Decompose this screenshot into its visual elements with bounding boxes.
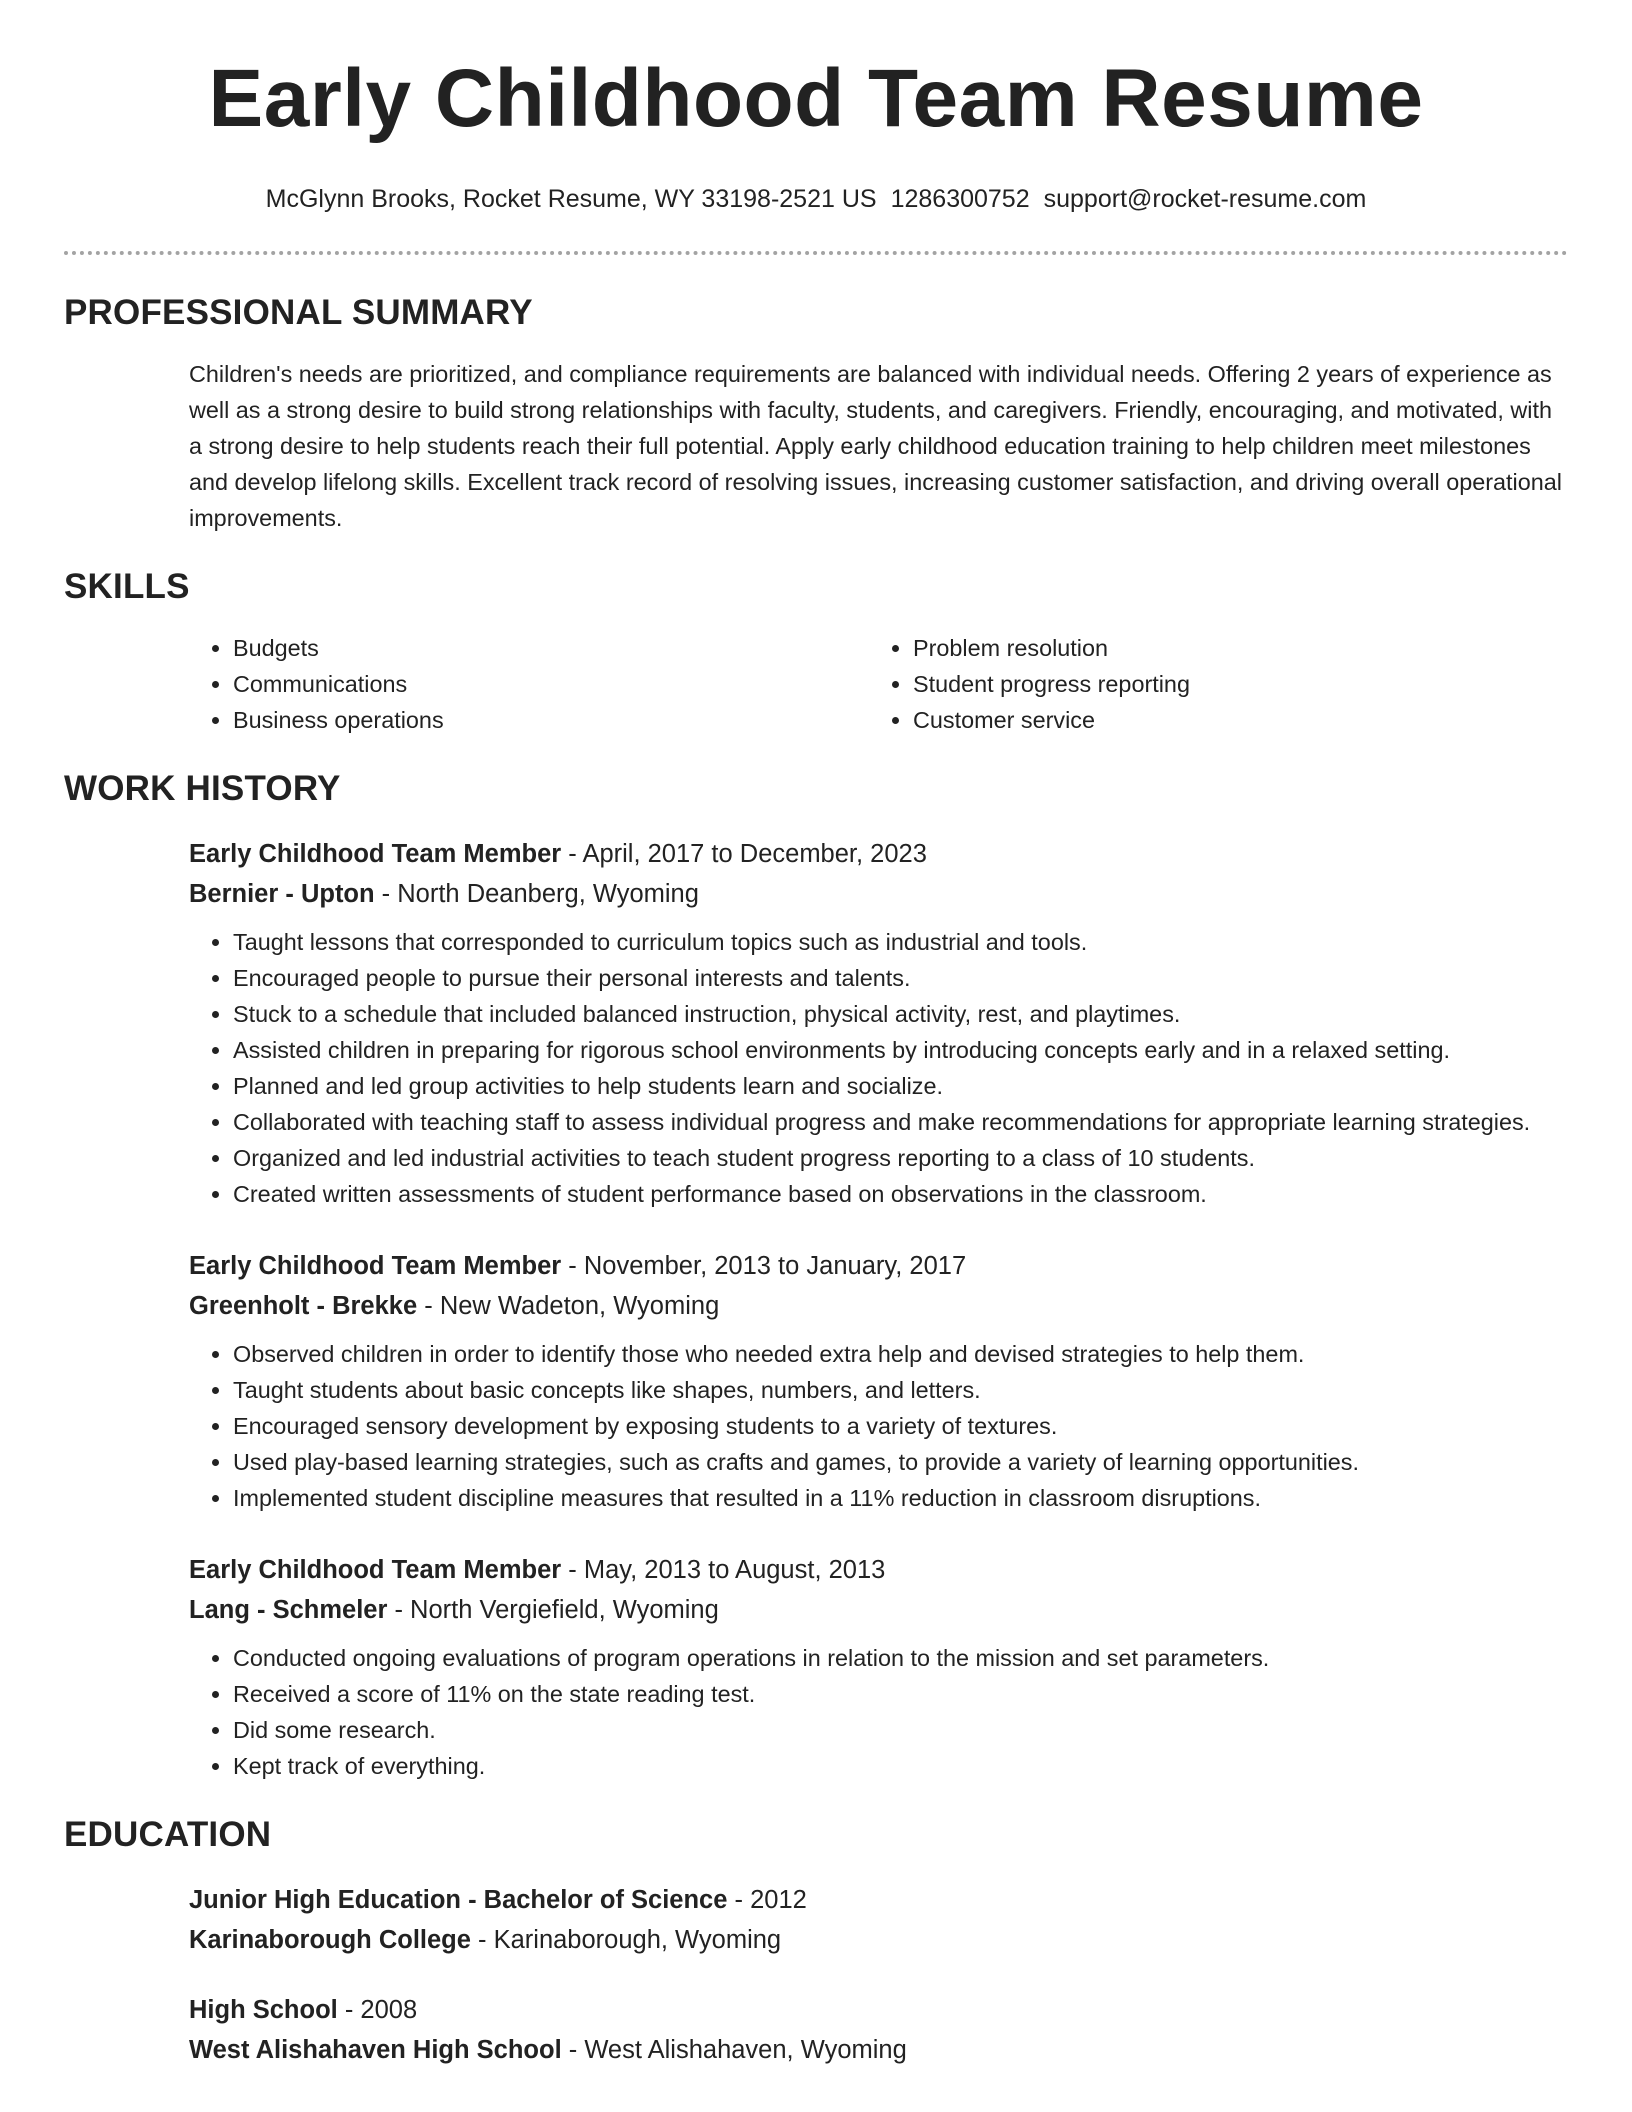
job-entry [189, 834, 1568, 1212]
contact-email[interactable]: support@rocket-resume.com [1043, 185, 1367, 213]
skill-item: • Problem resolution [913, 630, 1549, 666]
header-divider [64, 251, 1568, 255]
skills-heading: SKILLS [64, 567, 190, 606]
skill-item: • Customer service [913, 702, 1549, 738]
skill-item: • Budgets [233, 630, 869, 666]
skill-item: • Communications [233, 666, 869, 702]
education-school: West Alishahaven High School [189, 2036, 562, 2064]
job-title: Early Childhood Team Member [189, 1556, 562, 1584]
job-bullet: • Conducted ongoing evaluations of program operations in relation to the mission and set parameters. [233, 1640, 1568, 1676]
job-bullet: • Observed children in order to identify those who needed extra help and devised strategies to help them. [233, 1336, 1568, 1372]
job-entry [189, 1550, 1568, 1784]
education-school-line [189, 1920, 1568, 1960]
job-company-line [189, 874, 1568, 914]
education-list [189, 1880, 1568, 2070]
job-bullet: • Implemented student discipline measures that resulted in a 11% reduction in classroom disruptions. [233, 1480, 1568, 1516]
resume-title: Early Childhood Team Resume [208, 53, 1424, 144]
job-dates: - April, 2017 to December, 2023 [561, 840, 927, 868]
job-bullet: • Organized and led industrial activities to teach student progress reporting to a class of 10 students. [233, 1140, 1568, 1176]
contact-phone: 1286300752 [890, 185, 1030, 213]
contact-line [0, 182, 1632, 216]
summary-text: Children's needs are prioritized, and compliance requirements are balanced with individual needs. Offering 2 years of experience as well as a strong desire to build strong relationships with faculty, students, and caregivers. Friendly, encouraging, and motivated, with a strong desire to help students reach their full potential. Apply early childhood education training to help children meet milestones and develop lifelong skills. Excellent track record of resolving issues, increasing customer satisfaction, and driving overall operational improvements. [189, 361, 1562, 531]
job-bullet: • Encouraged sensory development by exposing students to a variety of textures. [233, 1408, 1568, 1444]
job-bullet: • Kept track of everything. [233, 1748, 1568, 1784]
job-bullet: • Assisted children in preparing for rigorous school environments by introducing concepts early and in a relaxed setting. [233, 1032, 1568, 1068]
education-location: - West Alishahaven, Wyoming [561, 2036, 907, 2064]
job-bullet: • Planned and led group activities to help students learn and socialize. [233, 1068, 1568, 1104]
summary-heading: PROFESSIONAL SUMMARY [64, 293, 533, 332]
education-degree: High School [189, 1996, 338, 2024]
job-company-line [189, 1286, 1568, 1326]
job-location: - North Deanberg, Wyoming [374, 880, 699, 908]
education-location: - Karinaborough, Wyoming [470, 1926, 782, 1954]
work-history-heading: WORK HISTORY [64, 769, 341, 808]
job-bullet: • Used play-based learning strategies, such as crafts and games, to provide a variety of learning opportunities. [233, 1444, 1568, 1480]
resume-content [0, 290, 1632, 2070]
education-entry [189, 1990, 1568, 2070]
skill-item: • Student progress reporting [913, 666, 1549, 702]
skills-column-left [189, 630, 869, 738]
job-company: Bernier - Upton [189, 880, 375, 908]
job-location: - New Wadeton, Wyoming [417, 1292, 720, 1320]
job-entry [189, 1246, 1568, 1516]
work-history-list [189, 834, 1568, 1784]
job-bullet: • Taught lessons that corresponded to curriculum topics such as industrial and tools. [233, 924, 1568, 960]
job-title-line [189, 1550, 1568, 1590]
job-company: Greenholt - Brekke [189, 1292, 418, 1320]
education-school-line [189, 2030, 1568, 2070]
job-bullet: • Stuck to a schedule that included balanced instruction, physical activity, rest, and playtimes. [233, 996, 1568, 1032]
education-degree-line [189, 1990, 1568, 2030]
contact-address: McGlynn Brooks, Rocket Resume, WY 33198-2521 US [265, 185, 877, 213]
job-bullets [189, 1640, 1568, 1784]
education-heading: EDUCATION [64, 1815, 272, 1854]
skill-item: • Business operations [233, 702, 869, 738]
skills-column-right [869, 630, 1549, 738]
job-title: Early Childhood Team Member [189, 840, 562, 868]
job-bullet: • Did some research. [233, 1712, 1568, 1748]
job-title: Early Childhood Team Member [189, 1252, 562, 1280]
job-bullet: • Encouraged people to pursue their personal interests and talents. [233, 960, 1568, 996]
job-dates: - November, 2013 to January, 2017 [561, 1252, 967, 1280]
job-bullets [189, 924, 1568, 1212]
skills-list [189, 630, 1568, 738]
job-title-line [189, 834, 1568, 874]
education-entry [189, 1880, 1568, 1960]
job-bullet: • Taught students about basic concepts like shapes, numbers, and letters. [233, 1372, 1568, 1408]
job-company-line [189, 1590, 1568, 1630]
job-company: Lang - Schmeler [189, 1596, 388, 1624]
job-bullets [189, 1336, 1568, 1516]
education-degree: Junior High Education - Bachelor of Science [189, 1886, 728, 1914]
job-bullet: • Received a score of 11% on the state reading test. [233, 1676, 1568, 1712]
education-year: - 2012 [727, 1886, 807, 1914]
job-location: - North Vergiefield, Wyoming [387, 1596, 719, 1624]
education-school: Karinaborough College [189, 1926, 471, 1954]
education-degree-line [189, 1880, 1568, 1920]
job-bullet: • Created written assessments of student performance based on observations in the classroom. [233, 1176, 1568, 1212]
job-dates: - May, 2013 to August, 2013 [561, 1556, 886, 1584]
job-bullet: • Collaborated with teaching staff to assess individual progress and make recommendations for appropriate learning strategies. [233, 1104, 1568, 1140]
job-title-line [189, 1246, 1568, 1286]
education-year: - 2008 [337, 1996, 418, 2024]
